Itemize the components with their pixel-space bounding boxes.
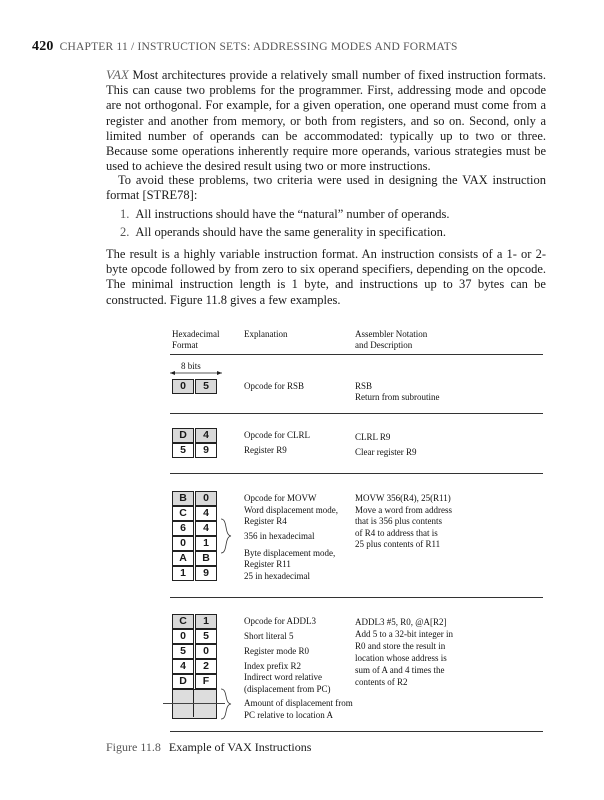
hex-digit: 5	[195, 629, 217, 644]
hex-digit: 9	[195, 443, 217, 458]
figure-caption-text: Example of VAX Instructions	[168, 740, 312, 754]
hex-digit: 5	[172, 644, 194, 659]
list-number: 1.	[120, 207, 130, 221]
figure-label: Figure 11.8	[106, 740, 161, 754]
explanation: Register mode R0	[244, 646, 309, 656]
col-header-hex: Hexadecimal Format	[172, 329, 220, 350]
explanation: Register R9	[244, 445, 287, 455]
hex-digit: 5	[172, 443, 194, 458]
explanation: Opcode for CLRL	[244, 430, 310, 440]
run-in-heading: VAX	[106, 67, 129, 82]
hex-digit: C	[172, 614, 194, 629]
hex-digit: 0	[195, 644, 217, 659]
explanation: Index prefix R2	[244, 661, 301, 671]
brace-icon	[218, 518, 238, 554]
displacement-field	[172, 689, 217, 719]
hex-digit: 4	[195, 506, 217, 521]
divider	[170, 473, 543, 474]
hex-digit: 2	[195, 659, 217, 674]
list-item	[120, 207, 450, 222]
hex-digit: 5	[195, 379, 217, 394]
paragraph-2: To avoid these problems, two criteria were used in designing the VAX instruction format [STRE78]:	[106, 173, 546, 203]
assembler-notation: RSB Return from subroutine	[355, 381, 440, 402]
explanation: Byte displacement mode, Register R11	[244, 548, 336, 569]
hex-digit: A	[172, 551, 194, 566]
running-header	[32, 39, 458, 55]
bits-label: 8 bits	[181, 361, 201, 371]
list-text: All operands should have the same generality in specification.	[135, 225, 447, 239]
chapter-title: CHAPTER 11 / INSTRUCTION SETS: ADDRESSING MODES AND FORMATS	[59, 41, 458, 53]
divider	[170, 597, 543, 598]
hex-digit: B	[195, 551, 217, 566]
paragraph-3: The result is a highly variable instruction format. An instruction consists of a 1- or 2-byte opcode followed by from zero to six operand specifiers, depending on the opcode. The minimal instruction length is 1 byte, and instructions up to 37 bytes can be constructed. Figure 11.8 gives a few examples.	[106, 247, 546, 307]
col-header-explanation: Explanation	[244, 329, 288, 339]
explanation: Indirect word relative (displacement from PC)	[244, 672, 331, 694]
explanation: Amount of displacement from PC relative to location A	[244, 698, 353, 720]
explanation: Opcode for RSB	[244, 381, 304, 391]
explanation: Word displacement mode, Register R4	[244, 505, 338, 526]
paragraph-1-text: Most architectures provide a relatively small number of fixed instruction formats. This can cause two problems for the programmer. First, addressing mode and opcode are not orthogonal. For example, for a given operation, one operand must come from a register and another from memory, or both from registers, and so on. Second, only a limited number of operands can be accommodated: typically up to two or three. Because some operations inherently require more operands, various strategies must be used to achieve the desired result using two or more instructions.	[106, 68, 546, 174]
hex-digit: 4	[195, 428, 217, 443]
hex-digit: D	[172, 674, 194, 689]
assembler-notation: ADDL3 #5, R0, @A[R2] Add 5 to a 32-bit integer in R0 and store the result in location whose address is sum of A and 4 times the contents of R2	[355, 617, 453, 687]
hex-digit: 0	[172, 629, 194, 644]
figure-caption	[106, 740, 311, 755]
hex-digit: 4	[195, 521, 217, 536]
list-item	[120, 225, 446, 240]
hex-digit: D	[172, 428, 194, 443]
brace-icon	[218, 688, 238, 720]
hex-digit: 0	[172, 536, 194, 551]
divider	[170, 354, 543, 355]
hex-digit: B	[172, 491, 194, 506]
explanation: Opcode for MOVW	[244, 493, 317, 503]
assembler-notation: CLRL R9 Clear register R9	[355, 432, 417, 457]
hex-digit: 0	[172, 379, 194, 394]
explanation: 25 in hexadecimal	[244, 571, 310, 581]
divider	[170, 413, 543, 414]
hex-digit: C	[172, 506, 194, 521]
explanation: Short literal 5	[244, 631, 294, 641]
hex-digit: 4	[172, 659, 194, 674]
hex-digit: 0	[195, 491, 217, 506]
explanation: 356 in hexadecimal	[244, 531, 315, 541]
page-number: 420	[32, 39, 54, 54]
col-header-assembler: Assembler Notation and Description	[355, 329, 428, 350]
paragraph-1	[106, 67, 546, 174]
hex-digit: F	[195, 674, 217, 689]
list-text: All instructions should have the “natural” number of operands.	[135, 207, 450, 221]
divider	[170, 731, 543, 732]
explanation: Opcode for ADDL3	[244, 616, 316, 626]
hex-digit: 6	[172, 521, 194, 536]
bits-arrow-icon	[168, 368, 226, 378]
hex-digit: 9	[195, 566, 217, 581]
list-number: 2.	[120, 225, 130, 239]
assembler-notation: MOVW 356(R4), 25(R11) Move a word from address that is 356 plus contents of R4 to address that is 25 plus contents of R11	[355, 493, 452, 549]
hex-digit: 1	[195, 614, 217, 629]
hex-digit: 1	[195, 536, 217, 551]
displacement-marker	[163, 703, 225, 704]
hex-digit: 1	[172, 566, 194, 581]
